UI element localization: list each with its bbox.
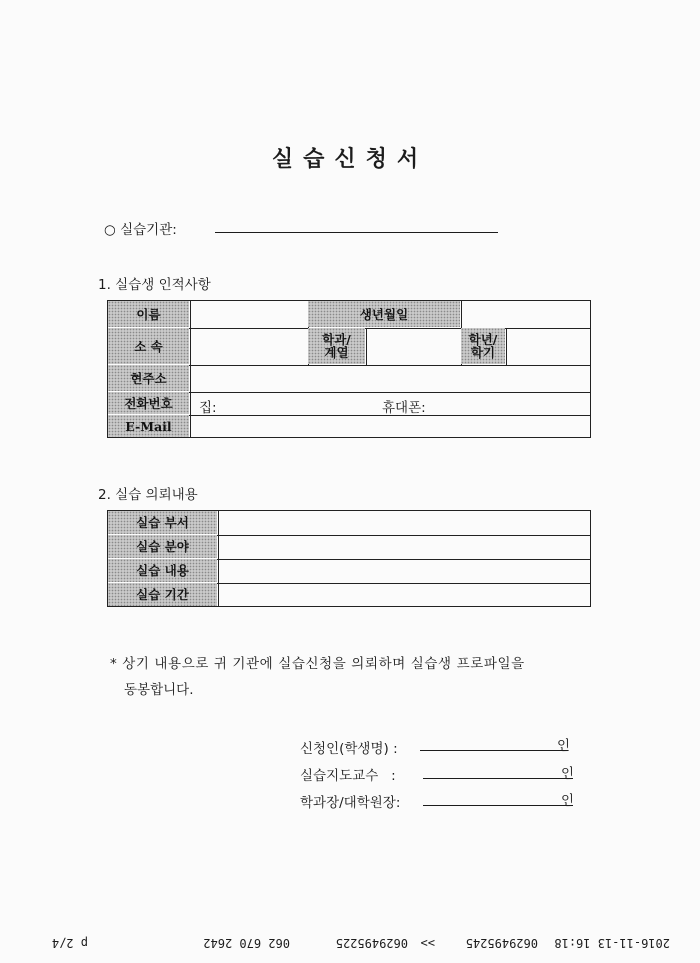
home-phone-label: 집:: [199, 400, 217, 416]
birthdate-label: 생년월일: [308, 301, 460, 327]
fax-arrow: >>: [420, 936, 435, 950]
mobile-phone-label: 휴대폰:: [382, 400, 426, 416]
department-label: 학과/ 계열: [308, 328, 365, 364]
training-content-label: 실습 내용: [108, 559, 217, 582]
affiliation-label: 소 속: [108, 328, 189, 364]
advisor-sign-line: [423, 778, 573, 779]
email-label: E-Mail: [108, 415, 189, 437]
advisor-seal: 인: [561, 766, 575, 782]
address-label: 현주소: [108, 365, 189, 391]
institution-label: ○ 실습기관:: [104, 222, 177, 238]
fax-recipient: 0629495225: [335, 936, 408, 950]
dean-label: 학과장/대학원장:: [300, 795, 401, 811]
page-title: 실습신청서: [271, 146, 429, 172]
fax-datetime: 2016-11-13 16:18: [554, 936, 670, 950]
applicant-seal: 인: [557, 738, 571, 754]
section1-heading: 1. 실습생 인적사항: [98, 277, 211, 293]
notice-line-1: * 상기 내용으로 귀 기관에 실습신청을 의뢰하며 실습생 프로파일을: [110, 656, 525, 672]
dean-seal: 인: [561, 793, 575, 809]
section2-heading: 2. 실습 의뢰내용: [98, 487, 198, 503]
notice-line-2: 동봉합니다.: [124, 682, 194, 698]
fax-sender: 0629495245: [465, 936, 538, 950]
fax-recipient-number: 062 670 2642: [203, 936, 290, 950]
dean-sign-line: [423, 805, 573, 806]
name-label: 이름: [108, 301, 189, 327]
training-field-label: 실습 분야: [108, 535, 217, 558]
training-period-label: 실습 기간: [108, 583, 217, 606]
fax-header: [0, 932, 700, 950]
institution-field-line: [215, 232, 498, 233]
applicant-label: 신청인(학생명) :: [300, 741, 398, 757]
grade-label: 학년/ 학기: [461, 328, 505, 364]
training-dept-label: 실습 부서: [108, 511, 217, 534]
applicant-sign-line: [420, 750, 568, 751]
advisor-label: 실습지도교수 :: [300, 768, 396, 784]
phone-label: 전화번호: [108, 392, 189, 414]
fax-page: p 2/4: [51, 936, 88, 950]
